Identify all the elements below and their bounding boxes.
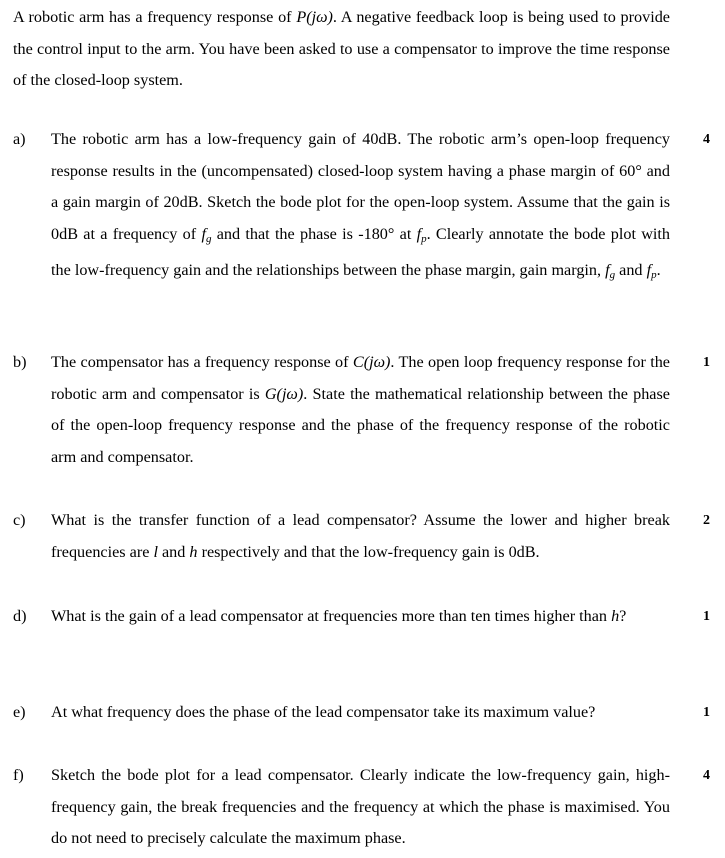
math-g: G(jω) <box>264 384 304 403</box>
question-label: f) <box>13 766 24 784</box>
math-subscript: g <box>205 232 212 245</box>
question-marks: 2 <box>703 513 710 528</box>
question-marks: 1 <box>703 705 710 720</box>
text-segment: . <box>656 261 661 279</box>
math-h: h <box>611 607 620 625</box>
question-label: d) <box>13 607 27 625</box>
text-segment: . Clearly annotate the bode plot with the low-frequency gain and the relationships between the phase margin, gain margin, <box>51 224 670 279</box>
question-label: a) <box>13 130 26 148</box>
math-f: f <box>646 261 652 279</box>
text-segment: ? <box>619 607 627 625</box>
question-marks: 1 <box>703 355 710 370</box>
intro-text: A robotic arm has a frequency response of <box>13 8 297 26</box>
question-marks: 1 <box>703 609 710 624</box>
question-label: b) <box>13 353 27 371</box>
math-subscript: p <box>651 269 657 281</box>
math-subscript: p <box>421 232 427 245</box>
math-f: f <box>416 224 422 243</box>
question-label: e) <box>13 703 26 721</box>
math-c: C(jω) <box>352 353 391 371</box>
math-f: f <box>605 261 610 279</box>
math-l: l <box>153 542 158 561</box>
question-text <box>51 505 670 568</box>
text-segment: . The open loop frequency response for the robotic arm and compensator is <box>51 353 670 403</box>
question-marks: 4 <box>703 132 710 147</box>
text-segment: respectively and that the low-frequency gain is 0dB. <box>197 542 540 561</box>
math-h: h <box>189 542 198 561</box>
intro-paragraph <box>13 2 670 97</box>
question-text <box>51 601 670 633</box>
text-segment: The robotic arm has a low-frequency gain of 40dB. The robotic arm’s open-loop frequency response results in the (uncompensated) closed-loop system having a phase margin of 60° and a gain margin of 20dB. Sketch the bode plot for the open-loop system. Assume that the gain is 0dB at a frequency of <box>51 130 670 243</box>
text-segment: At what frequency does the phase of the lead compensator take its maximum value? <box>51 703 596 721</box>
intro-text-cont: . A negative feedback loop is being used to provide the control input to the arm. You have been asked to use a compensator to improve the time response of the closed-loop system. <box>13 8 670 89</box>
text-segment: What is the transfer function of a lead compensator? Assume the lower and higher break frequencies are <box>51 511 670 561</box>
math-f: f <box>201 224 206 243</box>
question-text <box>51 347 670 473</box>
question-text <box>51 760 670 855</box>
text-segment: and <box>615 261 647 279</box>
text-segment: What is the gain of a lead compensator at frequencies more than ten times higher than <box>51 607 612 625</box>
text-segment: The compensator has a frequency response of <box>51 353 353 371</box>
math-subscript: g <box>609 269 616 281</box>
text-segment: and <box>157 542 190 561</box>
text-segment: and that the phase is -180° at <box>211 224 417 243</box>
question-marks: 4 <box>703 768 710 783</box>
question-label: c) <box>13 511 26 529</box>
text-segment: Sketch the bode plot for a lead compensator. Clearly indicate the low-frequency gain, high-frequency gain, the break frequencies and the frequency at which the phase is maximised. You do not need to precisely calculate the maximum phase. <box>51 766 670 847</box>
question-text <box>51 124 670 292</box>
question-text <box>51 697 670 729</box>
intro-math-p: P(jω) <box>296 8 333 26</box>
text-segment: . State the mathematical relationship between the phase of the open-loop frequency response and the phase of the frequency response of the robotic arm and compensator. <box>51 384 670 466</box>
